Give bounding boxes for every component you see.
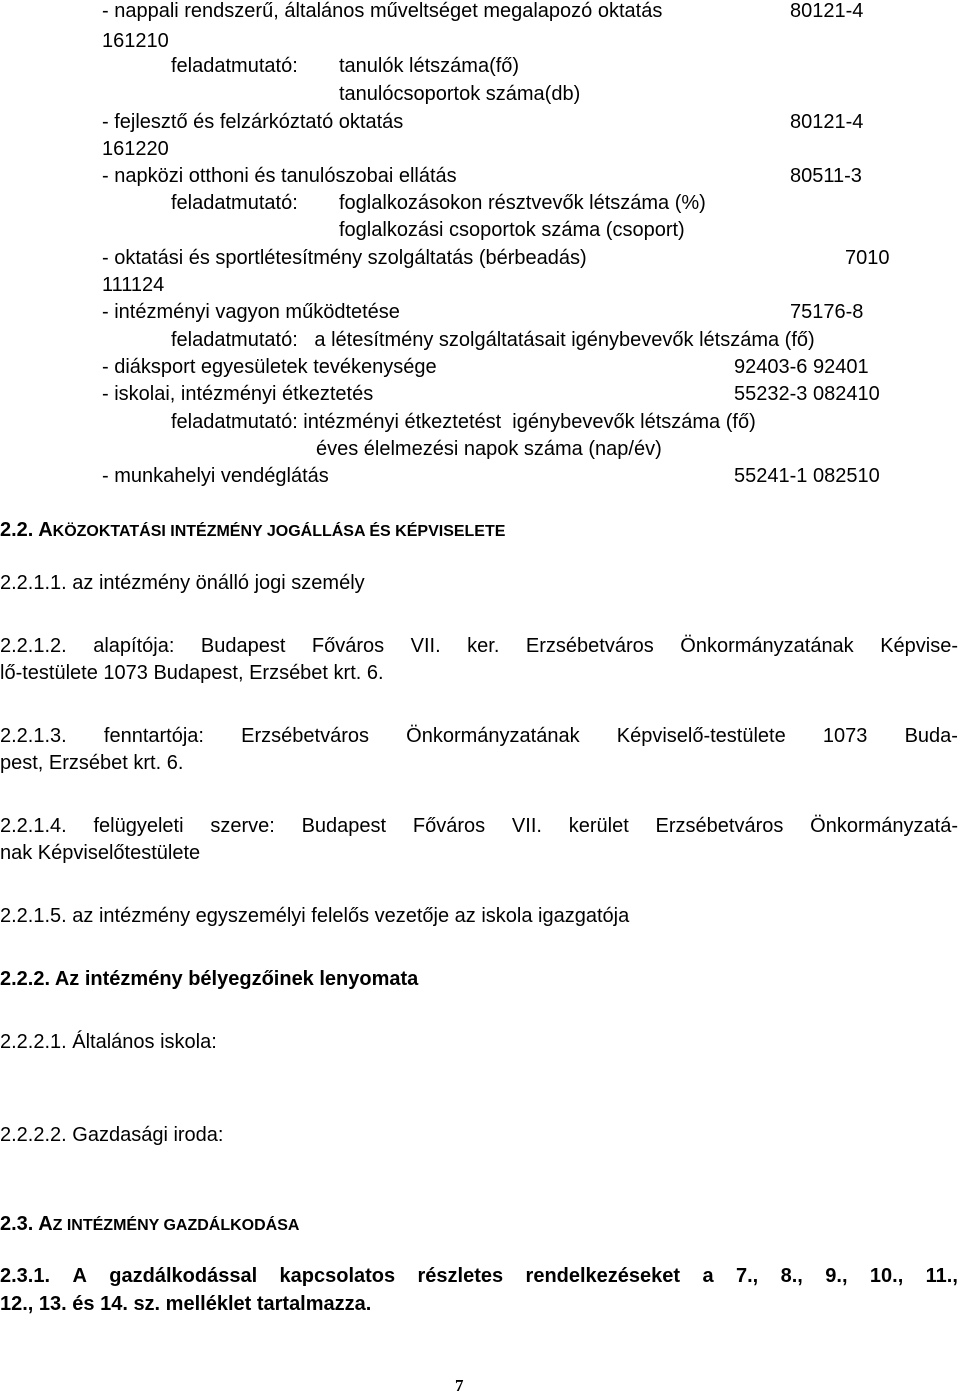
word: 9., (825, 1265, 848, 1287)
item-2-2-1-2-line1 (0, 634, 958, 658)
word: 2.2.1.3. (0, 725, 67, 747)
word: Főváros (412, 815, 486, 837)
activity-8-text: - munkahelyi vendéglátás (102, 465, 329, 487)
word: 7., (735, 1265, 759, 1287)
word: A (72, 1265, 87, 1287)
word: Buda- (904, 725, 958, 747)
section-2-2-title: KÖZOKTATÁSI INTÉZMÉNY JOGÁLLÁSA ÉS KÉPVISELETE (52, 523, 506, 540)
word: 2.2.1.4. (0, 815, 67, 837)
item-2-2-1-4-line2: nak Képviselőtestülete (0, 842, 201, 864)
activity-2-text: - fejlesztő és felzárkóztató oktatás (102, 111, 404, 133)
activity-3-text: - napközi otthoni és tanulószobai ellátás (102, 165, 457, 187)
item-2-2-1-3-line1 (0, 724, 958, 748)
word: Képviselő-testülete (616, 725, 786, 747)
activity-1-code: 80121-4 (790, 0, 864, 22)
activity-1-text: - nappali rendszerű, általános műveltséget megalapozó oktatás (102, 0, 663, 22)
activity-4-text: - oktatási és sportlétesítmény szolgáltatás (bérbeadás) (102, 247, 587, 269)
word: ker. (467, 635, 500, 657)
word: kerület (568, 815, 629, 837)
word: fenntartója: (103, 725, 204, 747)
activity-6-code: 92403-6 92401 (734, 356, 869, 378)
section-2-3-initial: A (38, 1213, 53, 1235)
activity-4-code: 7010 (845, 247, 890, 269)
word: részletes (417, 1265, 504, 1287)
word: 10., (869, 1265, 904, 1287)
activity-2-code: 80121-4 (790, 111, 864, 133)
word: gazdálkodással (109, 1265, 258, 1287)
section-2-2-heading (0, 518, 505, 544)
word: Erzsébetváros (655, 815, 784, 837)
page-number: 7 (455, 1376, 464, 1395)
item-2-2-1-4-line1 (0, 814, 958, 838)
section-2-2-initial: A (38, 519, 53, 541)
indicator-facility-users: feladatmutató: a létesítmény szolgáltatásait igénybevevők létszáma (fő) (171, 329, 815, 351)
word: kapcsolatos (279, 1265, 396, 1287)
word: alapítója: (93, 635, 175, 657)
word: Erzsébetváros (525, 635, 654, 657)
indicator-label: feladatmutató: (171, 192, 298, 214)
activity-5-code: 75176-8 (790, 301, 864, 323)
indicator-catering-days: éves élelmezési napok száma (nap/év) (316, 438, 662, 460)
word: Erzsébetváros (241, 725, 369, 747)
word: 11., (925, 1265, 958, 1287)
word: szerve: (210, 815, 275, 837)
word: 1073 (822, 725, 868, 747)
indicator-activity-groups: foglalkozási csoportok száma (csoport) (339, 219, 685, 241)
item-2-2-1-1: 2.2.1.1. az intézmény önálló jogi személy (0, 572, 365, 594)
activity-2-code2: 161220 (102, 138, 169, 160)
word: 2.3.1. (0, 1265, 51, 1287)
word: 2.2.1.2. (0, 635, 67, 657)
indicator-label: feladatmutató: (171, 55, 298, 77)
word: Önkormányzatá- (810, 815, 958, 837)
item-2-2-1-5: 2.2.1.5. az intézmény egyszemélyi felelős vezetője az iskola igazgatója (0, 905, 630, 927)
indicator-students: tanulók létszáma(fő) (339, 55, 520, 77)
section-2-2-2-heading: 2.2.2. Az intézmény bélyegzőinek lenyomata (0, 968, 419, 990)
section-2-2-number: 2.2. (0, 519, 34, 541)
activity-3-code: 80511-3 (790, 165, 862, 187)
section-2-3-number: 2.3. (0, 1213, 34, 1235)
word: Képvise- (880, 635, 958, 657)
word: Budapest (200, 635, 286, 657)
indicator-participants: foglalkozásokon résztvevők létszáma (%) (339, 192, 706, 214)
section-2-3-title: Z INTÉZMÉNY GAZDÁLKODÁSA (52, 1217, 300, 1234)
item-2-2-2-2: 2.2.2.2. Gazdasági iroda: (0, 1124, 224, 1146)
word: 8., (780, 1265, 803, 1287)
section-2-3-heading (0, 1212, 299, 1238)
word: VII. (511, 815, 542, 837)
activity-5-text: - intézményi vagyon működtetése (102, 301, 400, 323)
item-2-2-1-3-line2: pest, Erzsébet krt. 6. (0, 752, 184, 774)
item-2-2-2-1: 2.2.2.1. Általános iskola: (0, 1031, 217, 1053)
word: VII. (410, 635, 441, 657)
activity-8-code: 55241-1 082510 (734, 465, 880, 487)
word: Önkormányzatának (680, 635, 854, 657)
word: Főváros (311, 635, 385, 657)
word: rendelkezéseket (525, 1265, 681, 1287)
activity-6-text: - diáksport egyesületek tevékenysége (102, 356, 437, 378)
activity-4-code2: 111124 (102, 274, 165, 296)
item-2-3-1-line1 (0, 1264, 958, 1288)
word: Önkormányzatának (406, 725, 580, 747)
activity-1-code2: 161210 (102, 30, 169, 52)
item-2-2-1-2-line2: lő-testülete 1073 Budapest, Erzsébet krt. 6. (0, 662, 384, 684)
item-2-3-1-line2: 12., 13. és 14. sz. melléklet tartalmazza. (0, 1293, 372, 1315)
indicator-catering-users: feladatmutató: intézményi étkeztetést igénybevevők létszáma (fő) (171, 411, 756, 433)
indicator-groups: tanulócsoportok száma(db) (339, 83, 581, 105)
word: felügyeleti (93, 815, 184, 837)
word: Budapest (301, 815, 387, 837)
activity-7-code: 55232-3 082410 (734, 383, 880, 405)
activity-7-text: - iskolai, intézményi étkeztetés (102, 383, 374, 405)
word: a (702, 1265, 714, 1287)
